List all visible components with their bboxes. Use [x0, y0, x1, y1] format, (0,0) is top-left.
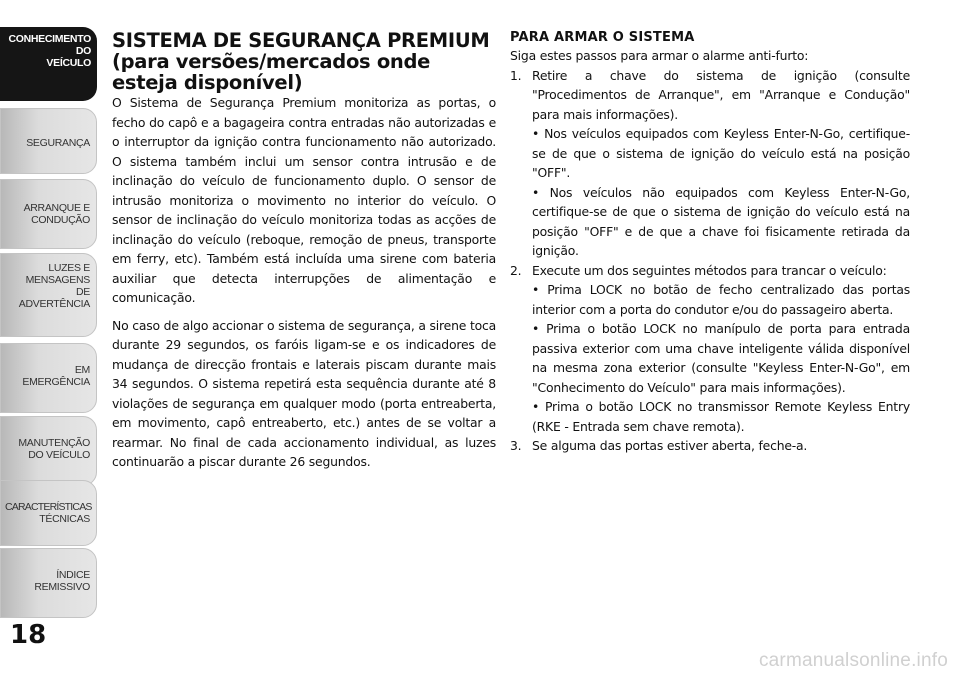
step-bullet: • Prima LOCK no botão de fecho centralizado das portas interior com a porta do condutor e/ou do passageiro aberta.: [532, 282, 910, 317]
tab-label-line: EMERGÊNCIA: [22, 376, 90, 388]
tab-label-line: LUZES E: [48, 262, 90, 274]
tab-seguranca[interactable]: [0, 108, 97, 174]
tab-em-emergencia[interactable]: [0, 343, 97, 413]
arming-intro: Siga estes passos para armar o alarme anti-furto:: [510, 48, 809, 63]
arming-heading: PARA ARMAR O SISTEMA: [510, 30, 695, 45]
step-number: 1.: [510, 67, 522, 83]
paragraph-trigger-behaviour: No caso de algo accionar o sistema de segurança, a sirene toca durante 29 segundos, os faróis ligam-se e os indicadores de mudança de direcção frontais e laterais piscam durante mais 34 segundos. O sistema repetirá esta sequência durante até 8 violações de segurança em qualquer modo (porta entreaberta, em movimento, capô entreaberto, etc.) antes de se voltar a rearmar. No final de cada accionamento individual, as luzes continuarão a piscar durante 26 segundos.: [112, 317, 496, 469]
step-bullet: • Prima o botão LOCK no manípulo de porta para entrada passiva exterior com uma chave inteligente válida disponível na mesma zona exterior (consulte "Keyless Enter-N-Go", em "Conhecimento do Veículo" para mais informações).: [532, 321, 910, 395]
tab-label-line: REMISSIVO: [34, 581, 90, 593]
step-bullet: • Nos veículos equipados com Keyless Enter-N-Go, certifique-se de que o sistema de ignição do veículo está na posição "OFF".: [532, 126, 910, 180]
watermark: carmanualsonline.info: [758, 650, 948, 671]
tab-manutencao-do-veiculo[interactable]: [0, 416, 97, 486]
step-2: [510, 261, 910, 437]
tab-luzes-e-mensagens[interactable]: [0, 253, 97, 337]
right-column: [510, 30, 910, 456]
tab-label-line: DO: [75, 45, 91, 57]
tab-label-line: ÍNDICE: [56, 569, 90, 581]
arming-steps: [510, 66, 910, 456]
step-number: 2.: [510, 262, 522, 278]
tab-label-line: MENSAGENS: [25, 274, 90, 286]
tab-label-line: CARACTERÍSTICAS: [5, 501, 92, 513]
tab-arranque-e-conducao[interactable]: [0, 179, 97, 249]
tab-label-line: ARRANQUE E: [23, 202, 90, 214]
tab-label-line: SEGURANÇA: [26, 137, 90, 149]
paragraph-description: O Sistema de Segurança Premium monitoriza as portas, o fecho do capô e a bagageira contra entradas não autorizadas e o interruptor da ignição contra funcionamento não autorizado. O sistema também inclui um sensor contra intrusão e de inclinação do veículo de funcionamento duplo. O sensor de intrusão monitoriza o movimento no interior do veículo. O sensor de inclinação do veículo monitoriza todas as acções de inclinação do veículo (reboque, remoção de pneus, transporte em ferry, etc). Também está incluída uma sirene com bateria auxiliar que detecta interrupções de alimentação e comunicação.: [112, 95, 496, 305]
step-text: Se alguma das portas estiver aberta, feche-a.: [532, 438, 808, 453]
tab-label-line: MANUTENÇÃO: [18, 437, 90, 449]
tab-label-line: CONDUÇÃO: [31, 214, 90, 226]
step-1: [510, 66, 910, 261]
tab-label-line: TÉCNICAS: [39, 513, 90, 525]
tab-label-line: EM: [74, 364, 90, 376]
step-text: Execute um dos seguintes métodos para trancar o veículo:: [532, 262, 887, 278]
left-column: [112, 30, 496, 472]
tab-conhecimento-do-veiculo[interactable]: [0, 27, 97, 101]
tab-caracteristicas-tecnicas[interactable]: [0, 480, 97, 546]
step-number: 3.: [510, 438, 522, 453]
tab-label-line: DO VEÍCULO: [28, 449, 90, 461]
section-title: SISTEMA DE SEGURANÇA PREMIUM (para versões/mercados onde esteja disponível): [112, 29, 490, 94]
tab-label-line: VEÍCULO: [46, 57, 91, 69]
step-bullet: • Prima o botão LOCK no transmissor Remote Keyless Entry (RKE - Entrada sem chave remota).: [532, 399, 910, 434]
tab-label-line: ADVERTÊNCIA: [18, 298, 90, 310]
tab-label-line: CONHECIMENTO: [8, 33, 91, 45]
tab-indice-remissivo[interactable]: [0, 548, 97, 618]
step-bullet: • Nos veículos não equipados com Keyless Enter-N-Go, certifique-se de que o sistema de ignição do veículo está na posição "OFF" e de que a chave foi fisicamente retirada da ignição.: [532, 184, 910, 258]
page-number: 18: [10, 620, 47, 650]
step-text: Retire a chave do sistema de ignição (consulte "Procedimentos de Arranque", em "Arranque e Condução" para mais informações).: [532, 67, 910, 122]
step-3: [510, 436, 910, 456]
tab-label-line: DE: [76, 286, 90, 298]
